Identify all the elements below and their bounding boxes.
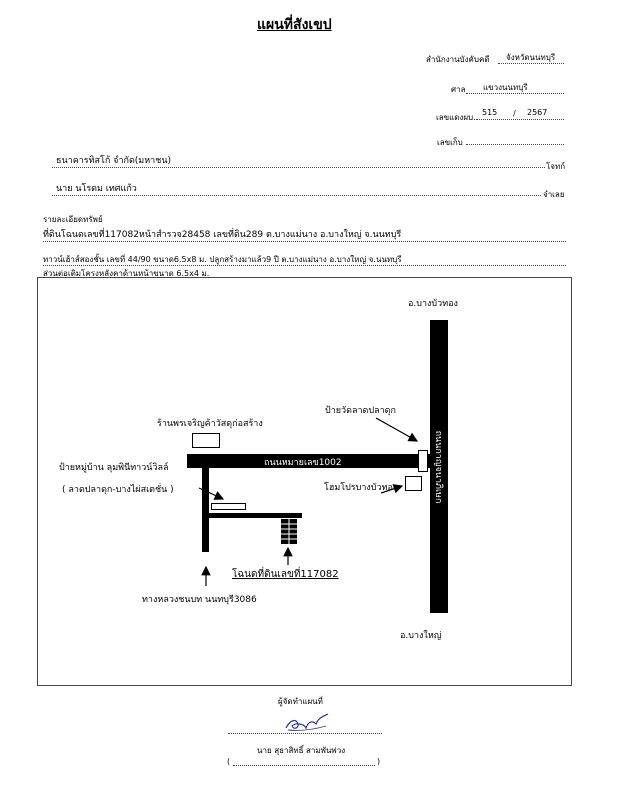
- village-sign-line1: ป้ายหมู่บ้าน ลุมพินีทาวน์วิลล์: [59, 463, 169, 473]
- signer-name: นาย สุธาสิทธิ์ สามพันพ่วง: [257, 746, 346, 755]
- office-value: จังหวัดนนทบุรี: [506, 53, 556, 62]
- map-frame: [37, 277, 572, 686]
- paren-dotline: [233, 765, 375, 766]
- storage-label: เลขเก็บ: [437, 138, 463, 147]
- office-label: สำนักงานบังคับคดี: [426, 55, 490, 64]
- storage-dotline: [466, 144, 564, 145]
- temple-sign-label: ป้ายวัดลาดปลาดุก: [325, 406, 396, 416]
- case-dotline: [476, 119, 564, 120]
- side-road-label: ถนนหมายเลข1002: [264, 458, 342, 468]
- property-line2: ทาวน์เฮ้าส์สองชั้น เลขที่ 44/90 ขนาด6.5x8 ม. ปลูกสร้างมาแล้ว9 ปี ต.บางแม่นาง อ.บางใหญ่ จ.นนทบุรี: [43, 255, 402, 264]
- paren-open: (: [227, 757, 231, 766]
- maker-label: ผู้จัดทำแผนที่: [278, 697, 323, 706]
- office-dotline: [498, 63, 564, 64]
- case-separator: /: [513, 109, 516, 118]
- plaintiff-role: โจทก์: [546, 162, 566, 171]
- shop-label: ร้านพรเจริญค้าวัสดุก่อสร้าง: [157, 419, 263, 429]
- south-label: อ.บางใหญ่: [400, 631, 442, 641]
- page-title: แผนที่สังเขป: [257, 17, 332, 33]
- property-label: รายละเอียดทรัพย์: [43, 215, 103, 224]
- village-sign-line2: ( ลาดปลาดุก-บางไผ่สเตชั่น ): [62, 485, 174, 495]
- signature-dotline: [228, 733, 382, 734]
- case-year: 2567: [527, 108, 548, 117]
- map-arrows: [38, 278, 573, 687]
- case-no: 515: [482, 108, 498, 117]
- north-label: อ.บางบัวทอง: [408, 299, 458, 309]
- rural-road-label: ทางหลวงชนบท นนทบุรี3086: [142, 595, 257, 605]
- property-dotline1: [43, 241, 566, 242]
- defendant-name: นาย นโรดม เทศแก้ว: [56, 184, 137, 194]
- signature-icon: [282, 712, 332, 734]
- paren-close: ): [377, 757, 381, 766]
- land-label: โฉนดที่ดินเลขที่117082: [232, 569, 339, 580]
- homepro-arrow: [381, 486, 402, 493]
- case-no-label: เลขแดงผบ.: [436, 113, 476, 122]
- property-dotline2: [43, 265, 566, 266]
- homepro-label: โฮมโปรบางบัวทอง: [324, 483, 398, 493]
- property-line1: ที่ดินโฉนดเลขที่117082หน้าสำรวจ28458 เลขที่ดิน289 ต.บางแม่นาง อ.บางใหญ่ จ.นนทบุรี: [43, 230, 402, 240]
- court-label: ศาล: [451, 85, 466, 94]
- court-value: แขวงนนทบุรี: [483, 83, 528, 92]
- main-road-label: ถนนกาญจนาภิเษก: [433, 430, 443, 503]
- property-line3: ส่วนต่อเติมโครงหลังคาด้านหน้าขนาด 6.5x4 ม.: [43, 269, 210, 278]
- village-arrow: [199, 488, 223, 499]
- defendant-role: จำเลย: [543, 190, 565, 199]
- plaintiff-dotline: [52, 167, 545, 168]
- court-dotline: [466, 93, 564, 94]
- defendant-dotline: [52, 195, 541, 196]
- temple-arrow: [376, 418, 417, 441]
- plaintiff-name: ธนาคารทิสโก้ จำกัด(มหาชน): [56, 156, 172, 166]
